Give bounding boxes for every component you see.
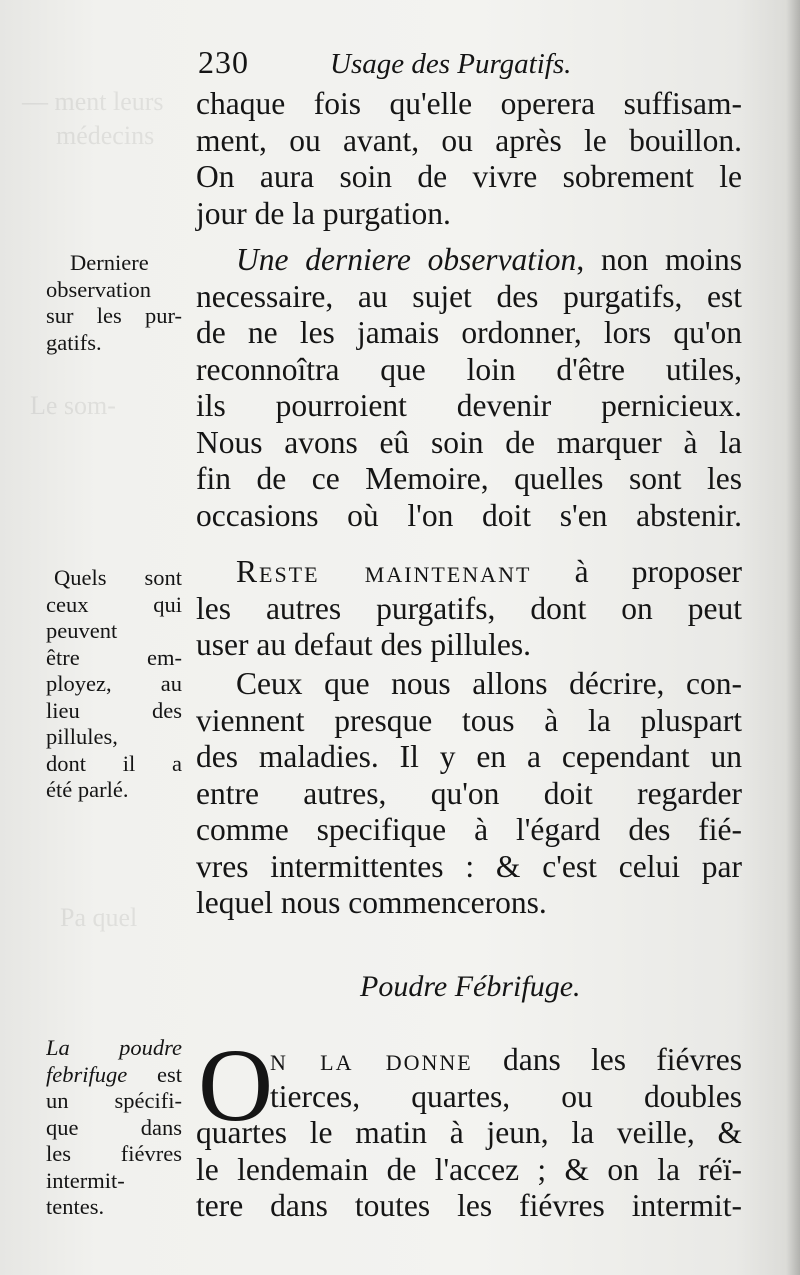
text-line: chaque fois qu'elle operera suffisam- [196,86,742,121]
margin-line: febrifuge est [46,1061,182,1087]
margin-line: lieu des [46,697,182,723]
margin-line: ployez, au [46,671,182,696]
text-line: user au defaut des pillules. [196,627,532,662]
text-line: comme specifique à l'égard des fié- [196,812,742,847]
text-line: de ne les jamais ordonner, lors qu'on [196,315,742,350]
text-line: les autres purgatifs, dont on peut [196,590,742,626]
text-fragment: , non moins [576,242,742,277]
paragraph-continuation [196,86,742,232]
margin-line: être em- [46,644,182,670]
text-line: ment, ou avant, ou après le bouillon. [196,122,742,158]
paragraph-last-observation [196,242,742,534]
text-line: vres intermittentes : & c'est celui par [196,848,742,884]
text-line: Ceux que nous allons décrire, con- [236,666,742,701]
margin-line: gatifs. [46,329,102,355]
margin-line: ceux qui [46,591,182,617]
text-line: On aura soin de vivre sobrement le [196,159,742,194]
running-title: Usage des Purgatifs. [330,48,572,80]
paragraph-specific-remedy [196,666,742,922]
margin-line: Derniere [70,250,149,275]
text-line: ils pourroient devenir pernicieux. [196,388,742,423]
text-line: Nous avons eû soin de marquer à la [196,424,742,460]
drop-cap: O [198,1028,274,1143]
margin-line: les fiévres [46,1141,182,1166]
text-line: des maladies. Il y en a cependant un [196,739,742,774]
margin-line: Quels sont [54,565,182,590]
text-line: viennent presque tous à la pluspart [196,702,742,738]
margin-italic-word: febrifuge [46,1061,128,1087]
text-line: reconnoîtra que loin d'être utiles, [196,351,742,387]
paragraph-other-purgatives [196,554,742,664]
text-line: fin de ce Memoire, quelles sont les [196,461,742,496]
smallcaps-lead: Reste maintenant [236,554,532,589]
text-line: quartes le matin à jeun, la veille, & [196,1115,742,1150]
margin-line: sur les pur- [46,303,182,328]
text-line: jour de la purgation. [196,195,451,231]
margin-line: dont il a [46,750,182,776]
paragraph-febrifuge-powder [196,1028,742,1225]
margin-line: un spécifi- [46,1088,182,1113]
show-through-text: Pa quel [60,903,138,932]
margin-line: que dans [46,1114,182,1140]
text-line [196,1042,742,1079]
text-line: tierces, quartes, ou doubles [270,1078,742,1114]
text-line: lequel nous commencerons. [196,885,547,920]
text-fragment: à proposer [531,554,743,589]
text-line: tere dans toutes les fiévres intermit- [196,1188,742,1223]
margin-line: intermit- [46,1167,125,1193]
text-line: le lendemain de l'accez ; & on la réï- [196,1151,742,1187]
margin-line: tentes. [46,1194,105,1219]
margin-line: observation [46,276,151,302]
margin-line: été parlé. [46,777,129,802]
margin-note-last-observation [46,250,182,356]
show-through-text: médecins [56,121,155,150]
text-line: occasions où l'on doit s'en abstenir. [196,497,742,533]
show-through-text: — ment leurs [22,87,164,116]
text-line [196,554,742,591]
margin-note-febrifuge [46,1035,182,1221]
text-line: entre autres, qu'on doit regarder [196,775,742,811]
page-number: 230 [198,44,249,80]
text-line: necessaire, au sujet des purgatifs, est [196,278,742,314]
italic-lead: Une derniere observation [236,242,577,277]
margin-line: La poudre [46,1035,182,1060]
smallcaps-lead: n la donne [270,1042,473,1077]
show-through-text: Le som- [30,391,116,420]
scan-shadow [786,0,800,1275]
margin-line: pillules, [46,724,118,749]
margin-note-which-purgatives [46,565,182,804]
text-fragment: dans les fiévres [472,1042,742,1077]
text-line [196,242,742,279]
section-title: Poudre Fébrifuge. [360,970,581,1003]
margin-line: peuvent [46,618,118,643]
